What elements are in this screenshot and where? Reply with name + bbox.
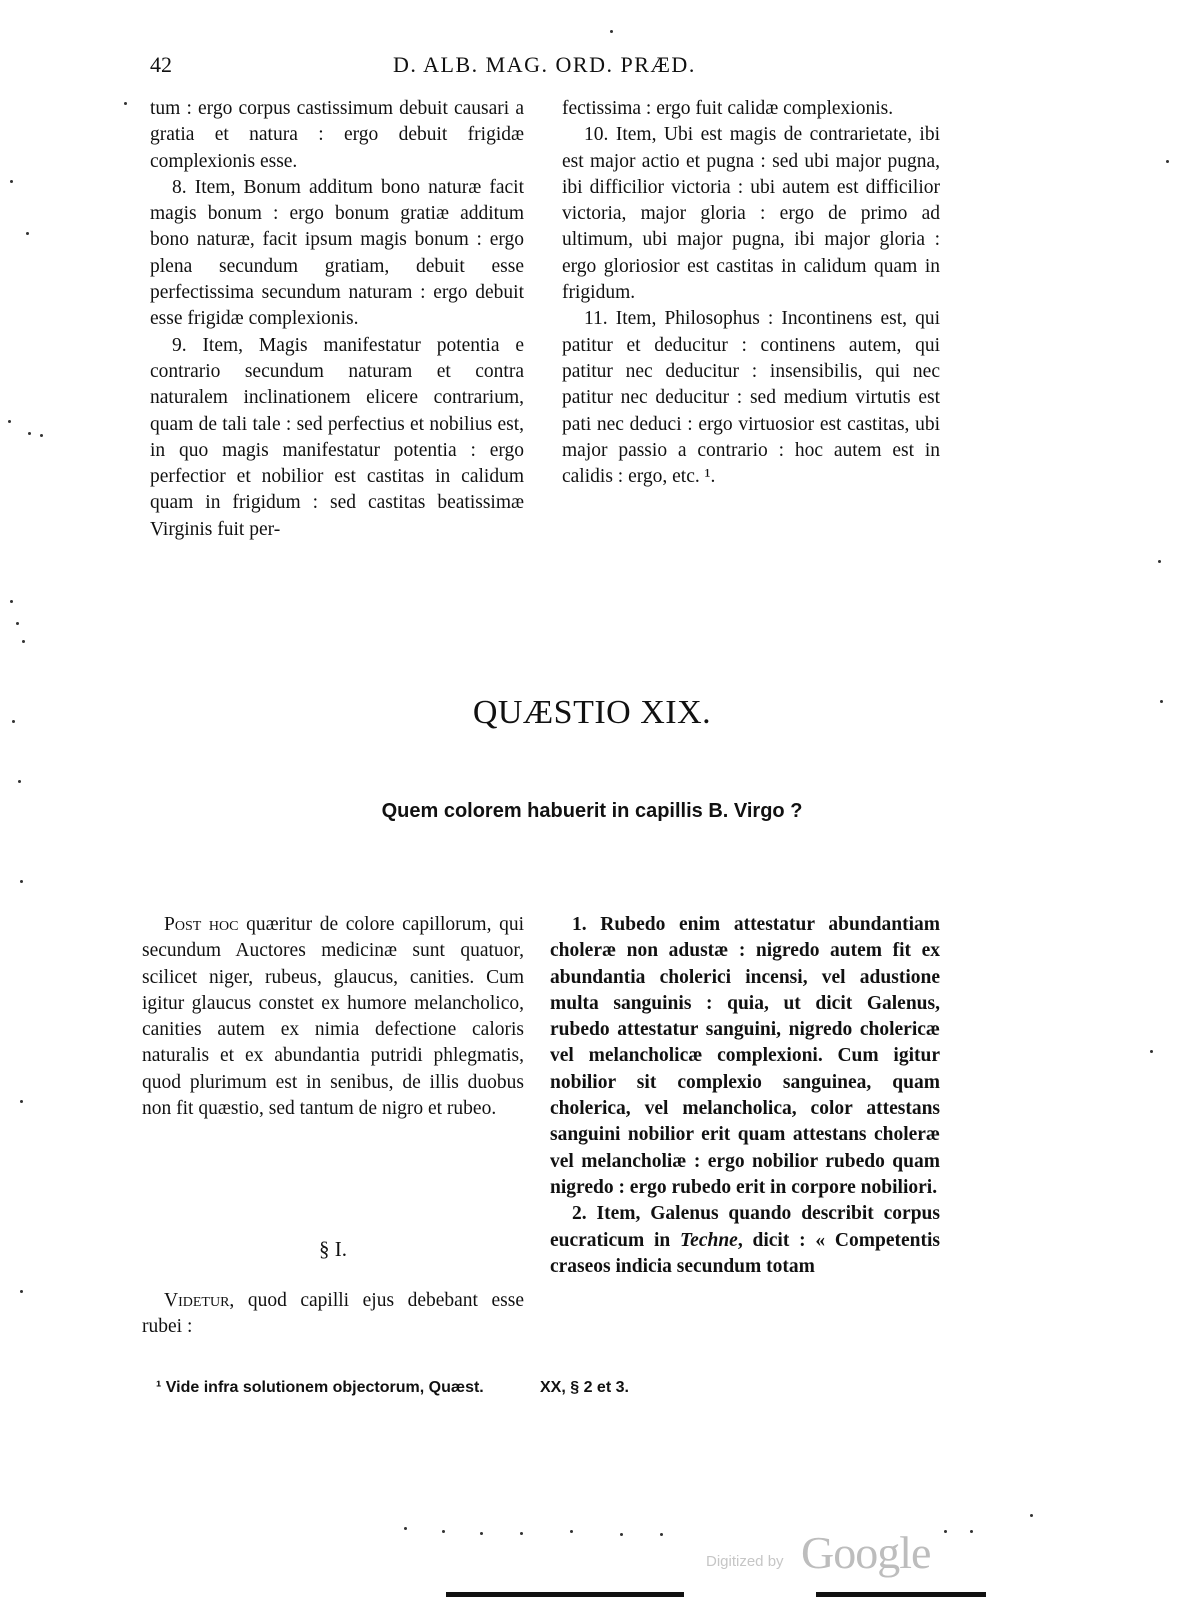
- question-subtitle: Quem colorem habuerit in capillis B. Virgo ?: [381, 800, 803, 822]
- videtur-lead: Videtur: [164, 1290, 230, 1311]
- bottom-left-column: [142, 912, 524, 1122]
- paragraph-continuation: fectissima : ergo fuit calidæ complexionis.: [562, 98, 894, 119]
- top-left-column: [150, 96, 524, 543]
- techne-title: Techne: [680, 1229, 738, 1251]
- intro-lead: Post hoc: [164, 914, 239, 935]
- running-head: D. ALB. MAG. ORD. PRÆD.: [393, 52, 696, 77]
- videtur-paragraph: [142, 1288, 524, 1341]
- google-logo: Google: [801, 1527, 931, 1578]
- scan-rule-left: [446, 1592, 684, 1597]
- bottom-right-column: [550, 912, 940, 1280]
- footnote-reference: XX, § 2 et 3.: [540, 1379, 629, 1396]
- footnote: ¹ Vide infra solutionem objectorum, Quæst.: [156, 1379, 484, 1396]
- galenus-text-start: 2. Item, Galenus quando describit corpus eucraticum in: [550, 1203, 940, 1251]
- section-mark: § I.: [319, 1237, 347, 1261]
- paragraph-item-8: 8. Item, Bonum additum bono naturæ facit magis bonum : ergo bonum gratiæ additum bono naturæ, facit ipsum magis bonum : ergo plena secundum gratiam, debuit esse perfectissima secundum naturam : ergo debuit esse frigidæ complexionis.: [150, 176, 524, 330]
- intro-paragraph: [142, 912, 524, 1122]
- galenus-text-end: , dicit : « Competentis craseos indicia secundum totam: [550, 1229, 940, 1277]
- paragraph-item-9: 9. Item, Magis manifestatur potentia e contrario secundum naturam et contra naturalem inclinationem elicere contrarium, quam de tali tale : sed perfectius et nobilius est, in quo magis manifestatur potentia : ergo perfectior et nobilior est castitas in calidum quam in frigidum : sed castitas beatissimæ Virginis fuit per-: [150, 334, 524, 540]
- top-right-column: [562, 96, 940, 490]
- question-title: QUÆSTIO XIX.: [472, 694, 712, 731]
- paragraph-galenus: [550, 1201, 940, 1280]
- page-number: 42: [150, 52, 172, 77]
- scan-rule-right: [816, 1592, 986, 1597]
- paragraph-continuation: tum : ergo corpus castissimum debuit causari a gratia et natura : ergo debuit frigidæ complexionis esse.: [150, 98, 524, 172]
- paragraph-item-10: 10. Item, Ubi est magis de contrarietate, ibi est major actio et pugna : sed ubi major pugna, ibi difficilior victoria : ubi autem est difficilior victoria, major gloria : ergo de primo ad ultimum, ubi major pugna, ibi major gloria : ergo gloriosior est castitas in calidum quam in frigidum.: [562, 124, 940, 304]
- paragraph-item-11: 11. Item, Philosophus : Incontinens est, qui patitur et deducitur : continens autem, qui patitur nec deducitur : insensibilis, qui nec patitur nec deducitur : sed medium virtutis est pati nec deduci : ergo virtuosior est castitas, ubi major passio a contrario : hoc autem est in calidis : ergo, etc. ¹.: [562, 308, 940, 488]
- intro-text: quæritur de colore capillorum, qui secundum Auctores medicinæ sunt quatuor, scilicet niger, rubeus, glaucus, canities. Cum igitur glaucus constet ex humore melancholico, canities autem ex nimia defectione caloris naturalis et ex abundantia putridi phlegmatis, quod plurimum est in senibus, de illis duobus non fit quæstio, sed tantum de nigro et rubeo.: [142, 914, 524, 1120]
- digitized-by-text: Digitized by: [706, 1553, 784, 1570]
- videtur-text: , quod capilli ejus debebant esse rubei :: [142, 1290, 524, 1338]
- paragraph-rubedo: 1. Rubedo enim attestatur abundantiam choleræ non adustæ : nigredo autem fit ex abundantia cholerici incensi, vel adustione multa sanguinis : quia, ut dicit Galenus, rubedo attestatur sanguini, nigredo cholericæ vel melancholicæ complexioni. Cum igitur nobilior sit complexio sanguinea, quam cholerica, vel melancholica, color attestans sanguini nobilior erit quam attestans choleræ vel melancholiæ : ergo nobilior rubedo quam nigredo : ergo rubedo erit in corpore nobiliori.: [550, 914, 940, 1198]
